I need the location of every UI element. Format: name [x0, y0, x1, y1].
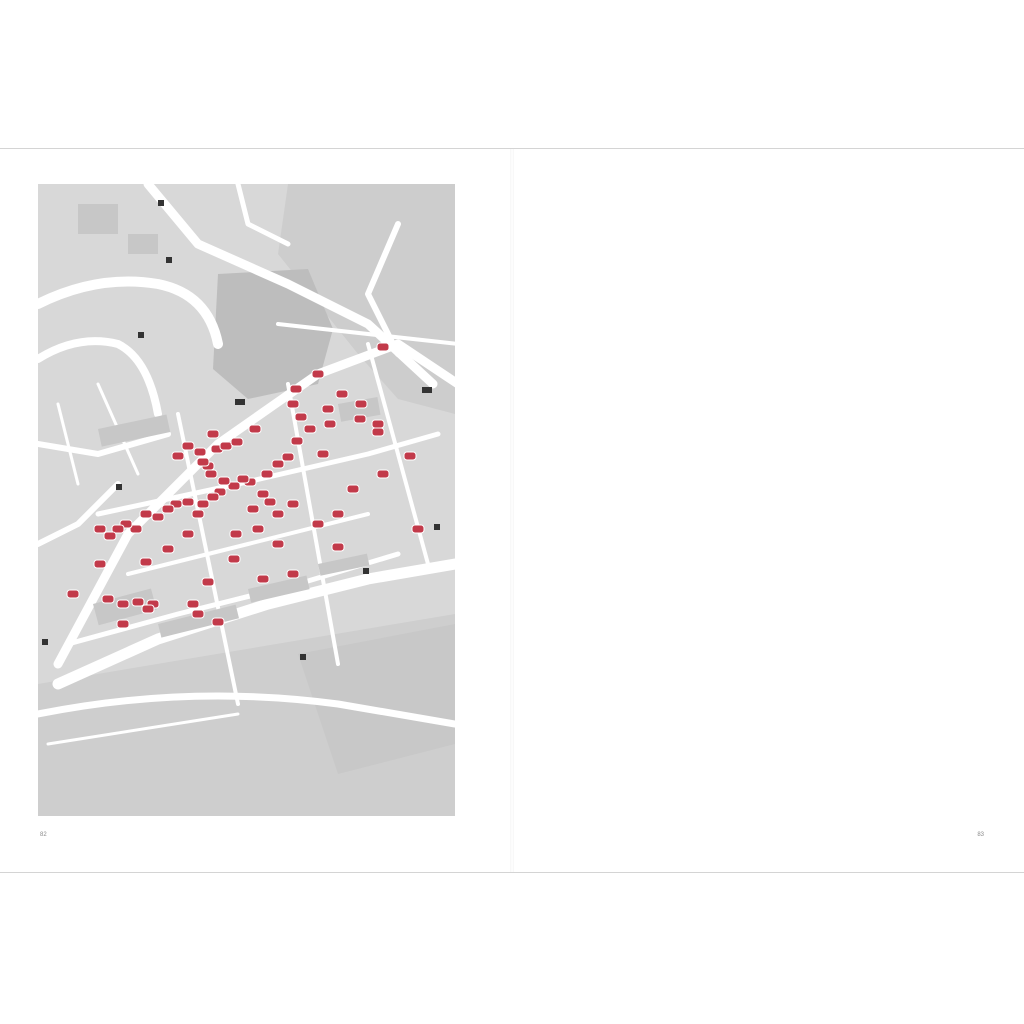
location-marker [332, 543, 344, 551]
location-marker [237, 475, 249, 483]
location-marker [162, 545, 174, 553]
location-marker [140, 558, 152, 566]
location-marker [347, 485, 359, 493]
location-marker [291, 437, 303, 445]
location-marker [377, 470, 389, 478]
location-marker [304, 425, 316, 433]
right-page [512, 149, 1024, 872]
location-marker [182, 442, 194, 450]
location-marker [377, 343, 389, 351]
location-marker [252, 525, 264, 533]
location-marker [336, 390, 348, 398]
location-marker [207, 493, 219, 501]
location-marker [197, 458, 209, 466]
station-icon [42, 639, 48, 645]
location-marker [354, 415, 366, 423]
location-marker [412, 525, 424, 533]
location-marker [220, 442, 232, 450]
station-icon [422, 387, 432, 393]
folio-right: 83 [977, 832, 984, 838]
location-marker [117, 600, 129, 608]
location-marker [102, 595, 114, 603]
station-icon [158, 200, 164, 206]
location-marker [287, 570, 299, 578]
text-column-1 [567, 184, 757, 192]
location-marker [332, 510, 344, 518]
location-marker [272, 460, 284, 468]
location-marker [228, 555, 240, 563]
location-marker [67, 590, 79, 598]
location-marker [404, 452, 416, 460]
station-icon [300, 654, 306, 660]
location-marker [152, 513, 164, 521]
city-map [38, 184, 455, 816]
location-marker [312, 370, 324, 378]
city-map-svg [38, 184, 455, 816]
location-marker [94, 560, 106, 568]
location-marker [218, 477, 230, 485]
location-marker [287, 500, 299, 508]
location-marker [249, 425, 261, 433]
left-page [0, 149, 512, 872]
station-icon [166, 257, 172, 263]
location-marker [104, 532, 116, 540]
location-marker [317, 450, 329, 458]
location-marker [355, 400, 367, 408]
station-icon [363, 568, 369, 574]
location-marker [197, 500, 209, 508]
location-marker [272, 540, 284, 548]
location-marker [117, 620, 129, 628]
location-marker [295, 413, 307, 421]
location-marker [324, 420, 336, 428]
location-marker [187, 600, 199, 608]
location-marker [202, 578, 214, 586]
location-marker [132, 598, 144, 606]
location-marker [257, 575, 269, 583]
location-marker [231, 438, 243, 446]
location-marker [205, 470, 217, 478]
location-marker [287, 400, 299, 408]
location-marker [142, 605, 154, 613]
location-marker [247, 505, 259, 513]
location-marker [261, 470, 273, 478]
location-marker [194, 448, 206, 456]
text-column-2 [785, 184, 975, 188]
location-marker [182, 498, 194, 506]
location-marker [282, 453, 294, 461]
location-marker [162, 505, 174, 513]
station-icon [235, 399, 245, 405]
folio-left: 82 [40, 832, 47, 838]
station-icon [138, 332, 144, 338]
location-marker [272, 510, 284, 518]
location-marker [140, 510, 152, 518]
location-marker [372, 428, 384, 436]
location-marker [230, 530, 242, 538]
location-marker [290, 385, 302, 393]
location-marker [94, 525, 106, 533]
location-marker [322, 405, 334, 413]
location-marker [312, 520, 324, 528]
location-marker [192, 610, 204, 618]
location-marker [182, 530, 194, 538]
location-marker [207, 430, 219, 438]
location-marker [172, 452, 184, 460]
book-spread [0, 148, 1024, 873]
location-marker [264, 498, 276, 506]
location-marker [372, 420, 384, 428]
location-marker [212, 618, 224, 626]
station-icon [116, 484, 122, 490]
station-icon [434, 524, 440, 530]
location-marker [192, 510, 204, 518]
location-marker [257, 490, 269, 498]
